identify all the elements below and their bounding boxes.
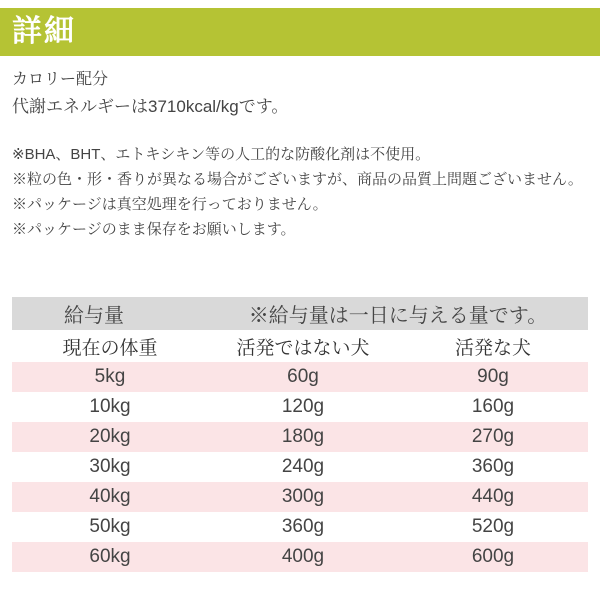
table-row bbox=[12, 512, 588, 542]
table-head-title: 給与量 bbox=[12, 297, 208, 330]
cell-active: 520g bbox=[398, 512, 588, 542]
page-header-band bbox=[0, 8, 600, 56]
cell-active: 160g bbox=[398, 392, 588, 422]
intro-section bbox=[12, 66, 588, 242]
cell-inactive: 120g bbox=[208, 392, 398, 422]
cell-weight: 40kg bbox=[12, 482, 208, 512]
table-row bbox=[12, 482, 588, 512]
cell-weight: 30kg bbox=[12, 452, 208, 482]
table-row bbox=[12, 452, 588, 482]
cell-inactive: 360g bbox=[208, 512, 398, 542]
cell-inactive: 180g bbox=[208, 422, 398, 452]
table-head-note: ※給与量は一日に与える量です。 bbox=[208, 297, 588, 330]
cell-weight: 5kg bbox=[12, 362, 208, 392]
column-header-weight: 現在の体重 bbox=[12, 330, 208, 362]
cell-weight: 20kg bbox=[12, 422, 208, 452]
calorie-label: カロリー配分 bbox=[12, 71, 109, 88]
feeding-amount-table bbox=[12, 297, 588, 572]
cell-weight: 50kg bbox=[12, 512, 208, 542]
cell-inactive: 300g bbox=[208, 482, 398, 512]
cell-active: 440g bbox=[398, 482, 588, 512]
cell-inactive: 400g bbox=[208, 542, 398, 572]
note-item: ※パッケージは真空処理を行っておりません。 bbox=[12, 196, 328, 213]
column-header-inactive: 活発ではない犬 bbox=[208, 330, 398, 362]
metabolic-energy-text: 代謝エネルギーは3710kcal/kgです。 bbox=[12, 97, 289, 116]
cell-active: 360g bbox=[398, 452, 588, 482]
cell-active: 600g bbox=[398, 542, 588, 572]
table-column-header-row bbox=[12, 330, 588, 362]
cell-active: 270g bbox=[398, 422, 588, 452]
page-title: 詳細 bbox=[12, 15, 76, 48]
column-header-active: 活発な犬 bbox=[398, 330, 588, 362]
cell-inactive: 240g bbox=[208, 452, 398, 482]
note-item: ※粒の色・形・香りが異なる場合がございますが、商品の品質上問題ございません。 bbox=[12, 171, 583, 188]
table-head-row bbox=[12, 297, 588, 330]
table-row bbox=[12, 422, 588, 452]
note-item: ※パッケージのまま保存をお願いします。 bbox=[12, 221, 296, 238]
note-item: ※BHA、BHT、エトキシキン等の人工的な防酸化剤は不使用。 bbox=[12, 146, 431, 163]
table-row bbox=[12, 392, 588, 422]
cell-weight: 10kg bbox=[12, 392, 208, 422]
cell-active: 90g bbox=[398, 362, 588, 392]
table-row bbox=[12, 362, 588, 392]
cell-inactive: 60g bbox=[208, 362, 398, 392]
cell-weight: 60kg bbox=[12, 542, 208, 572]
table-row bbox=[12, 542, 588, 572]
notes-list bbox=[12, 142, 588, 242]
